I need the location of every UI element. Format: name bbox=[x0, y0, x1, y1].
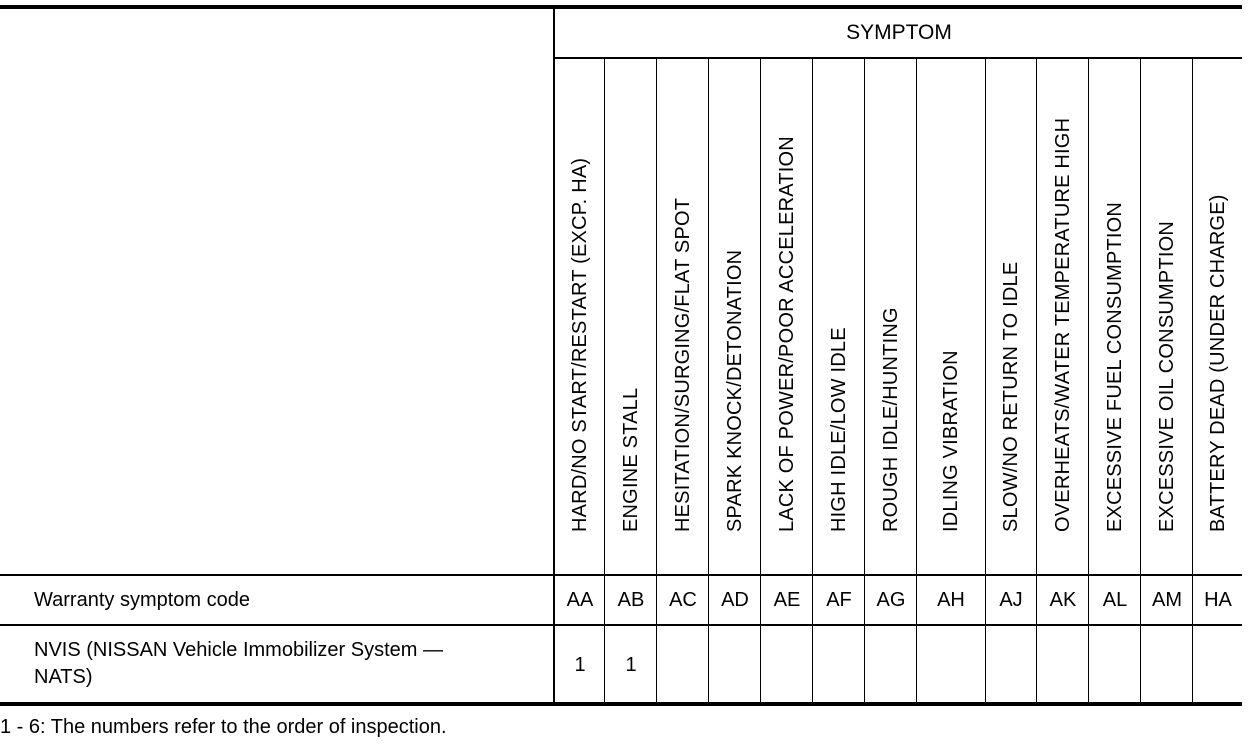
column-label: ROUGH IDLE/HUNTING bbox=[880, 307, 902, 532]
symptom-code: AL bbox=[1102, 589, 1128, 611]
column-label: EXCESSIVE OIL CONSUMPTION bbox=[1156, 221, 1178, 532]
symptom-code: AG bbox=[876, 589, 906, 611]
inspection-order-value: 1 bbox=[574, 654, 586, 676]
column-header-am bbox=[1141, 60, 1193, 574]
symptom-code: AK bbox=[1049, 589, 1077, 611]
symptom-code: AD bbox=[721, 589, 749, 611]
column-header-ab bbox=[605, 60, 657, 574]
column-label: OVERHEATS/WATER TEMPERATURE HIGH bbox=[1052, 117, 1074, 532]
warranty-symptom-code-label: Warranty symptom code bbox=[34, 589, 250, 611]
column-header-ac bbox=[657, 60, 709, 574]
column-header-aa bbox=[554, 60, 606, 574]
column-header-ae bbox=[761, 60, 813, 574]
symptom-code: AE bbox=[773, 589, 801, 611]
footnote-range: 1 - 6 bbox=[0, 716, 41, 738]
column-header-ah bbox=[917, 60, 985, 574]
column-label: HESITATION/SURGING/FLAT SPOT bbox=[672, 197, 694, 532]
symptom-code: AM bbox=[1152, 589, 1182, 611]
nvis-label-line1: NVIS (NISSAN Vehicle Immobilizer System — bbox=[34, 639, 443, 661]
column-header-ha bbox=[1193, 60, 1243, 574]
column-label: SLOW/NO RETURN TO IDLE bbox=[1000, 261, 1022, 532]
symptom-code: AA bbox=[566, 589, 594, 611]
column-header-af bbox=[813, 60, 865, 574]
symptom-header: SYMPTOM bbox=[846, 21, 952, 44]
column-label: HARD/NO START/RESTART (EXCP. HA) bbox=[569, 157, 591, 532]
symptom-header-rule bbox=[554, 57, 1242, 59]
symptom-code: AB bbox=[617, 589, 645, 611]
column-header-ag bbox=[865, 60, 917, 574]
inspection-order-value: 1 bbox=[625, 654, 637, 676]
column-header-al bbox=[1089, 60, 1141, 574]
column-label: HIGH IDLE/LOW IDLE bbox=[828, 327, 850, 532]
table-top-border bbox=[0, 5, 1242, 9]
column-header-aj bbox=[986, 60, 1036, 574]
symptom-code: AC bbox=[669, 589, 697, 611]
footnote-text: : The numbers refer to the order of inspection. bbox=[40, 716, 447, 738]
column-label: LACK OF POWER/POOR ACCELERATION bbox=[776, 136, 798, 532]
column-label: BATTERY DEAD (UNDER CHARGE) bbox=[1207, 194, 1229, 532]
column-label: ENGINE STALL bbox=[620, 387, 642, 532]
symptom-code: AJ bbox=[999, 589, 1023, 611]
column-label: IDLING VIBRATION bbox=[940, 350, 962, 532]
symptom-code: AH bbox=[937, 589, 965, 611]
nvis-label-line2: NATS) bbox=[34, 666, 93, 688]
column-label: SPARK KNOCK/DETONATION bbox=[724, 249, 746, 532]
column-header-ad bbox=[709, 60, 761, 574]
column-header-ak bbox=[1037, 60, 1089, 574]
symptom-code: AF bbox=[826, 589, 852, 611]
symptom-code: HA bbox=[1204, 589, 1232, 611]
footnote bbox=[0, 714, 447, 740]
column-label: EXCESSIVE FUEL CONSUMPTION bbox=[1104, 201, 1126, 532]
